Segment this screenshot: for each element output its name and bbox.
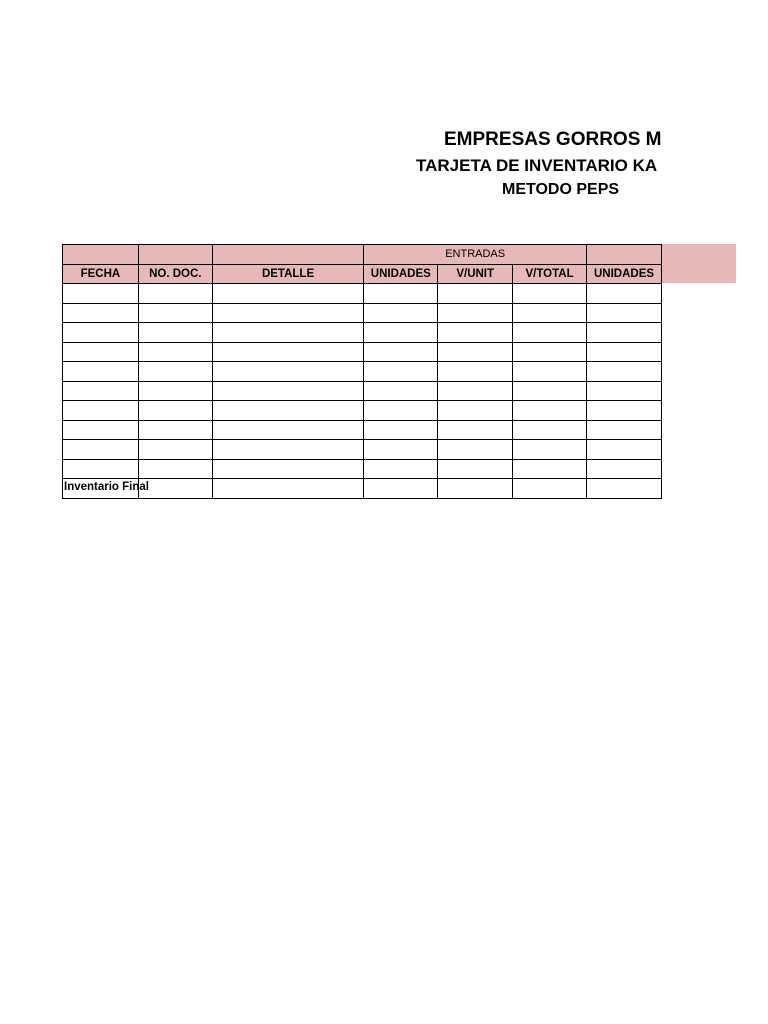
table-cell[interactable]	[364, 342, 438, 362]
table-cell[interactable]	[587, 420, 662, 440]
header-cell[interactable]	[138, 245, 212, 265]
table-cell[interactable]	[63, 440, 139, 460]
table-cell[interactable]	[212, 401, 364, 421]
table-cell[interactable]	[438, 479, 513, 499]
table-cell[interactable]	[138, 420, 212, 440]
table-cell[interactable]	[587, 381, 662, 401]
column-header-row	[63, 264, 662, 284]
table-cell[interactable]	[63, 323, 139, 343]
table-cell[interactable]	[364, 284, 438, 304]
col-header-v-unit[interactable]: V/UNIT	[438, 264, 513, 284]
table-cell[interactable]	[513, 440, 587, 460]
col-header-unidades-2[interactable]: UNIDADES	[587, 264, 662, 284]
table-cell[interactable]	[364, 479, 438, 499]
entradas-header[interactable]: ENTRADAS	[364, 245, 587, 265]
table-cell[interactable]	[587, 459, 662, 479]
table-cell[interactable]	[212, 362, 364, 382]
table-cell[interactable]	[63, 342, 139, 362]
table-cell[interactable]	[212, 284, 364, 304]
table-cell[interactable]	[364, 440, 438, 460]
table-cell[interactable]	[438, 381, 513, 401]
table-cell[interactable]	[63, 401, 139, 421]
table-row	[63, 362, 662, 382]
table-cell[interactable]	[364, 459, 438, 479]
table-cell[interactable]	[438, 323, 513, 343]
table-cell[interactable]	[513, 303, 587, 323]
group-header-row	[63, 245, 662, 265]
col-header-unidades[interactable]: UNIDADES	[364, 264, 438, 284]
table-body	[63, 284, 662, 479]
table-cell[interactable]	[63, 303, 139, 323]
final-row	[63, 479, 662, 499]
header-cell[interactable]	[212, 245, 364, 265]
table-cell[interactable]	[587, 323, 662, 343]
method-title: METODO PEPS	[502, 181, 620, 198]
table-cell[interactable]	[138, 303, 212, 323]
table-cell[interactable]	[438, 284, 513, 304]
table-cell[interactable]	[212, 420, 364, 440]
table-cell[interactable]	[63, 362, 139, 382]
table-cell[interactable]	[587, 303, 662, 323]
table-cell[interactable]	[364, 303, 438, 323]
table-cell[interactable]	[138, 459, 212, 479]
table-cell[interactable]	[212, 381, 364, 401]
table-row	[63, 459, 662, 479]
card-title: TARJETA DE INVENTARIO KA	[416, 156, 658, 175]
table-cell[interactable]	[63, 420, 139, 440]
table-cell[interactable]	[438, 362, 513, 382]
table-cell[interactable]	[212, 342, 364, 362]
kardex-table	[62, 244, 662, 499]
table-cell[interactable]	[587, 342, 662, 362]
table-cell[interactable]	[138, 323, 212, 343]
table-row	[63, 440, 662, 460]
table-cell[interactable]	[138, 401, 212, 421]
table-cell[interactable]	[513, 459, 587, 479]
table-cell[interactable]	[438, 459, 513, 479]
table-cell[interactable]	[212, 479, 364, 499]
table-cell[interactable]	[138, 440, 212, 460]
table-cell[interactable]	[138, 479, 212, 499]
table-cell[interactable]	[364, 401, 438, 421]
table-cell[interactable]	[438, 401, 513, 421]
table-cell[interactable]	[513, 284, 587, 304]
table-row	[63, 303, 662, 323]
table-cell[interactable]	[212, 303, 364, 323]
table-row	[63, 401, 662, 421]
table-cell[interactable]	[138, 362, 212, 382]
table-cell[interactable]	[138, 342, 212, 362]
table-cell[interactable]	[138, 284, 212, 304]
col-header-detalle[interactable]: DETALLE	[212, 264, 364, 284]
table-cell[interactable]	[438, 342, 513, 362]
table-cell[interactable]	[63, 381, 139, 401]
table-cell[interactable]	[63, 459, 139, 479]
table-cell[interactable]	[364, 381, 438, 401]
table-row	[63, 420, 662, 440]
table-cell[interactable]	[587, 479, 662, 499]
table-cell[interactable]	[587, 284, 662, 304]
table-cell[interactable]	[513, 362, 587, 382]
company-title: EMPRESAS GORROS M	[444, 129, 662, 150]
table-cell[interactable]	[364, 362, 438, 382]
table-cell[interactable]	[364, 420, 438, 440]
table-cell[interactable]	[212, 440, 364, 460]
final-label-cell[interactable]	[63, 479, 149, 499]
col-header-v-total[interactable]: V/TOTAL	[513, 264, 587, 284]
table-cell[interactable]	[513, 342, 587, 362]
table-cell[interactable]	[587, 362, 662, 382]
table-cell[interactable]	[138, 381, 212, 401]
table-row	[63, 323, 662, 343]
table-cell[interactable]	[513, 381, 587, 401]
header-fill-overflow	[662, 244, 736, 283]
table-cell[interactable]	[438, 420, 513, 440]
header-cell[interactable]	[63, 245, 139, 265]
col-header-fecha[interactable]: FECHA	[63, 264, 139, 284]
table-row	[63, 381, 662, 401]
table-cell[interactable]	[513, 401, 587, 421]
table-cell[interactable]	[587, 401, 662, 421]
table-row	[63, 342, 662, 362]
table-cell[interactable]	[587, 440, 662, 460]
table-cell[interactable]	[212, 323, 364, 343]
table-cell[interactable]	[212, 459, 364, 479]
table-cell[interactable]	[513, 323, 587, 343]
header-cell[interactable]	[587, 245, 662, 265]
final-label: Inventario Final	[64, 481, 149, 493]
table-cell[interactable]	[513, 420, 587, 440]
table-cell[interactable]	[513, 479, 587, 499]
table-cell[interactable]	[438, 303, 513, 323]
col-header-no-doc[interactable]: NO. DOC.	[138, 264, 212, 284]
table-cell[interactable]	[63, 284, 139, 304]
table-cell[interactable]	[438, 440, 513, 460]
table-row	[63, 284, 662, 304]
table-cell[interactable]	[364, 323, 438, 343]
